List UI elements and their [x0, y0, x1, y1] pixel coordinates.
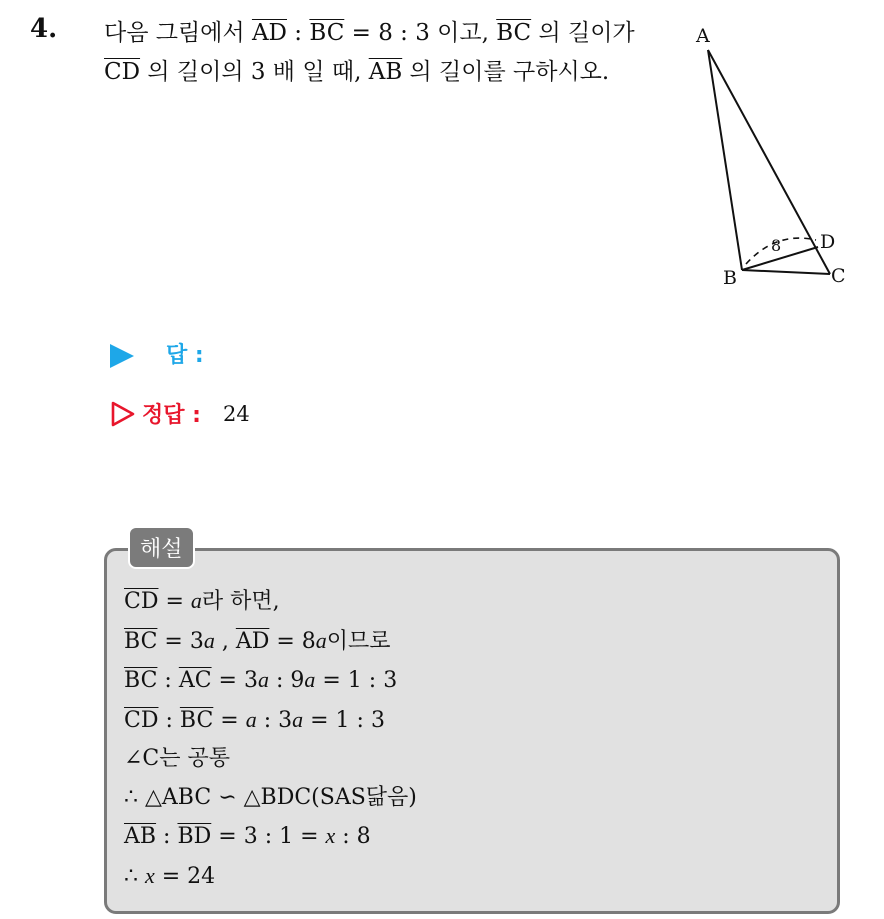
variable-a: a: [245, 706, 257, 732]
variable-a: a: [292, 706, 304, 732]
answer-row: [110, 338, 204, 369]
solution-text: = 24: [154, 863, 216, 889]
solution-line: ∠C는 공통: [124, 746, 231, 771]
solution-lines: [124, 582, 417, 896]
solution-text: :: [157, 668, 179, 693]
solution-text: = 3 : 1 =: [211, 824, 326, 849]
question-number: 4.: [30, 14, 58, 44]
outline-triangle-icon: [110, 401, 136, 427]
solution-text: : 8: [335, 824, 371, 849]
segment-cd: $\overline{CD}$: [124, 707, 159, 733]
solution-text: = 3: [211, 668, 258, 693]
segment-bc: $\overline{BC}$: [179, 707, 214, 733]
solution-text: = 1 : 3: [303, 707, 385, 733]
solution-text: =: [158, 589, 191, 614]
question-line-1: [104, 14, 694, 53]
segment-ad: $\overline{AD}$: [251, 20, 287, 46]
solution-line: [124, 701, 417, 741]
segment-ab: $\overline{AB}$: [124, 824, 157, 849]
correct-answer-row: [110, 398, 250, 429]
segment-ad: $\overline{AD}$: [235, 628, 270, 654]
solution-line: [124, 857, 417, 897]
solution-line: [124, 661, 417, 701]
solution-text: :: [156, 824, 178, 849]
question-text-part: :: [287, 20, 310, 46]
question-text-part: = 8 : 3 이고,: [344, 20, 497, 46]
segment-bc: $\overline{BC}$: [309, 20, 345, 46]
question-text-part: 의 길이의 3 배 일 때,: [140, 59, 369, 85]
label-b: B: [723, 267, 737, 289]
variable-a: a: [315, 627, 327, 653]
side-bc: [742, 270, 830, 274]
solution-line: [124, 622, 417, 662]
solution-tab-label: 해설: [128, 526, 195, 569]
solution-text: 이므로: [326, 628, 391, 654]
segment-bc: $\overline{BC}$: [496, 20, 532, 46]
variable-a: a: [257, 667, 269, 692]
question-line-2: [104, 53, 694, 92]
play-triangle-icon: [110, 344, 134, 368]
segment-ab: $\overline{AB}$: [368, 59, 403, 85]
answer-label: 답 :: [166, 343, 204, 368]
question-text-part: 의 길이를 구하시오.: [402, 59, 610, 85]
variable-a: a: [190, 588, 202, 613]
segment-ac: $\overline{AC}$: [178, 668, 212, 693]
solution-text: = 1 : 3: [315, 668, 398, 693]
solution-text: :: [158, 707, 180, 733]
solution-text: : 3: [256, 707, 293, 733]
label-d: D: [820, 231, 836, 253]
label-bd-length: 8: [771, 236, 782, 255]
solution-text: = 8: [269, 628, 316, 654]
correct-answer-value: 24: [222, 401, 250, 426]
question-text-part: 의 길이가: [531, 20, 635, 46]
solution-text: = 3: [157, 628, 204, 654]
solution-line: [124, 582, 417, 622]
segment-bc: $\overline{BC}$: [124, 668, 158, 693]
solution-text: ,: [214, 628, 236, 654]
label-c: C: [831, 265, 846, 287]
solution-text: 라 하면,: [201, 589, 280, 614]
variable-x: x: [145, 862, 155, 888]
segment-cd: $\overline{CD}$: [124, 589, 159, 614]
segment-cd: $\overline{CD}$: [104, 59, 141, 85]
question-text-part: 다음 그림에서: [104, 20, 252, 46]
segment-bd: $\overline{BD}$: [177, 824, 212, 849]
correct-answer-label: 정답 :: [142, 403, 201, 428]
variable-a: a: [304, 667, 316, 692]
solution-text: =: [213, 707, 246, 733]
segment-bc: $\overline{BC}$: [124, 628, 158, 654]
solution-line: ∴ △ABC ∽ △BDC(SAS닮음): [124, 784, 417, 810]
variable-a: a: [203, 627, 215, 653]
solution-text: ∴: [124, 863, 145, 889]
solution-line: [124, 817, 417, 857]
variable-x: x: [325, 823, 336, 848]
solution-text: : 9: [268, 668, 305, 693]
triangle-figure: [690, 18, 870, 293]
label-a: A: [696, 25, 710, 47]
question-text: [104, 14, 694, 92]
